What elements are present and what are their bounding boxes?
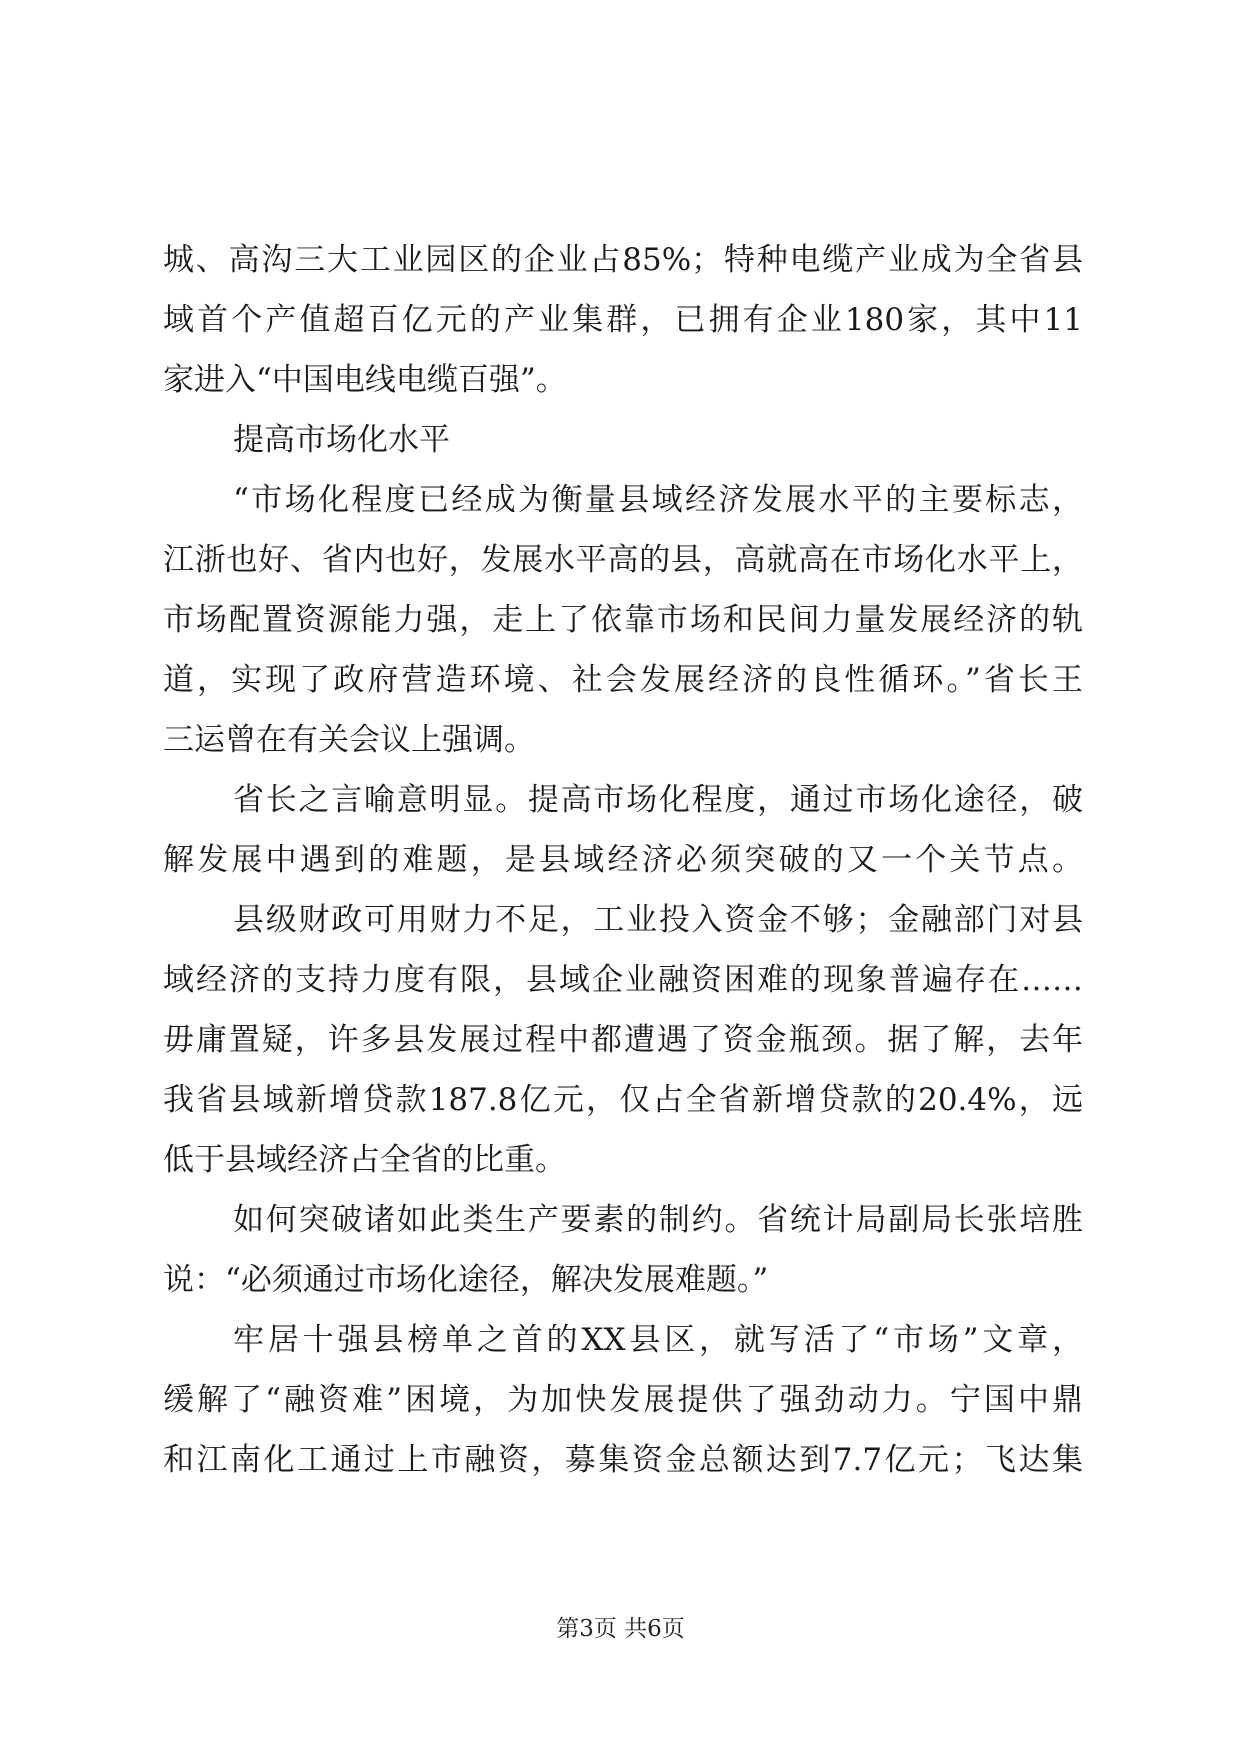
text-line: 省长之言喻意明显。提高市场化程度，通过市场化途径，破 [233,782,1083,818]
text-line: 提高市场化水平 [233,422,450,458]
text-line: 解发展中遇到的难题，是县域经济必须突破的又一个关节点。 [163,842,1083,878]
body-text [163,230,1083,1490]
text-line: 牢居十强县榜单之首的XX县区，就写活了“市场”文章， [233,1322,1083,1358]
text-line: “市场化程度已经成为衡量县域经济发展水平的主要标志， [233,482,1083,518]
text-line: 市场配置资源能力强，走上了依靠市场和民间力量发展经济的轨 [163,602,1083,638]
text-line: 低于县域经济占全省的比重。 [163,1142,566,1178]
text-line: 如何突破诸如此类生产要素的制约。省统计局副局长张培胜 [233,1202,1083,1238]
page-number: 第3页 共6页 [556,1616,685,1642]
text-line: 和江南化工通过上市融资，募集资金总额达到7.7亿元；飞达集 [163,1442,1083,1478]
text-line: 域经济的支持力度有限，县域企业融资困难的现象普遍存在…… [163,962,1083,998]
text-line: 我省县域新增贷款187.8亿元，仅占全省新增贷款的20.4%，远 [163,1082,1083,1118]
text-line: 缓解了“融资难”困境，为加快发展提供了强劲动力。宁国中鼎 [163,1382,1083,1418]
text-line: 县级财政可用财力不足，工业投入资金不够；金融部门对县 [233,902,1083,938]
text-line: 说：“必须通过市场化途径，解决发展难题。” [163,1262,769,1298]
text-line: 道，实现了政府营造环境、社会发展经济的良性循环。”省长王 [163,662,1083,698]
text-line: 三运曾在有关会议上强调。 [163,722,535,758]
text-line: 家进入“中国电线电缆百强”。 [163,362,567,398]
text-line: 江浙也好、省内也好，发展水平高的县，高就高在市场化水平上， [163,542,1083,578]
text-line: 毋庸置疑，许多县发展过程中都遭遇了资金瓶颈。据了解，去年 [163,1022,1083,1058]
text-line: 城、高沟三大工业园区的企业占85%；特种电缆产业成为全省县 [163,242,1083,278]
text-line: 域首个产值超百亿元的产业集群，已拥有企业180家，其中11 [163,302,1083,338]
